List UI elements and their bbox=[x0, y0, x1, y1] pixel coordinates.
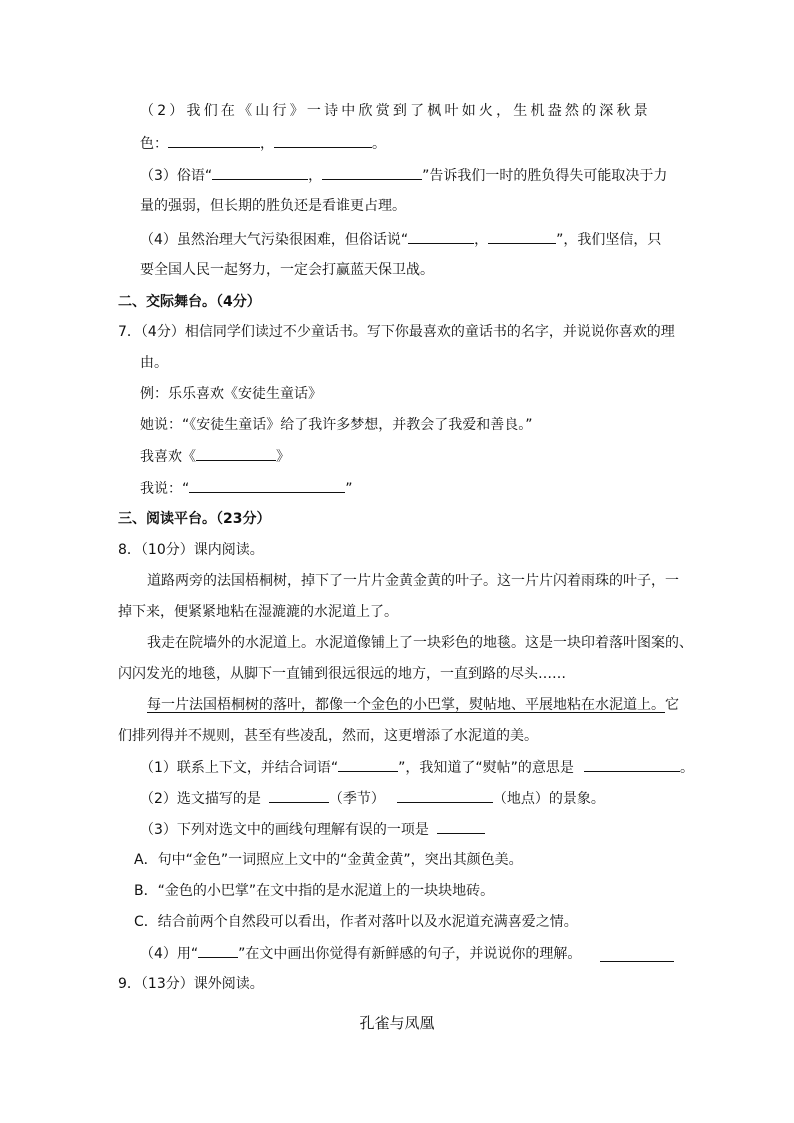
q8-para2-line2: 闪闪发光的地毯，从脚下一直铺到很远很远的地方，一直到路的尽头…… bbox=[118, 666, 566, 682]
answer-blank[interactable] bbox=[189, 478, 345, 493]
answer-blank[interactable] bbox=[600, 947, 674, 962]
underlined-sentence: 每一片法国梧桐树的落叶，都像一个金色的小巴掌，熨帖地、平展地粘在水泥道上。 bbox=[147, 697, 665, 713]
period: 。 bbox=[679, 760, 694, 776]
q6-part4-line2: 要全国人民一起努力，一定会打赢蓝天保卫战。 bbox=[140, 262, 434, 278]
q7-line1: 7．（4分）相信同学们读过不少童话书。写下你最喜欢的童话书的名字，并说说你喜欢的理 bbox=[118, 324, 675, 340]
passage-title: 孔雀与凤凰 bbox=[359, 1014, 435, 1032]
separator: ， bbox=[308, 168, 323, 184]
q8-sub3 bbox=[140, 819, 485, 840]
q6-part3-text: ”告诉我们一时的胜负得失可能取决于力 bbox=[422, 168, 668, 184]
answer-blank[interactable] bbox=[322, 165, 422, 180]
separator: ， bbox=[474, 232, 489, 248]
answer-blank[interactable] bbox=[168, 133, 260, 148]
q8-sub1-text: （1）联系上下文，并结合词语“ bbox=[140, 760, 339, 776]
q8-para2-line1: 我走在院墙外的水泥道上。水泥道像铺上了一块彩色的地毯。这是一块印着落叶图案的、 bbox=[147, 635, 693, 651]
q8-sub1 bbox=[140, 757, 694, 778]
i-like-label: 我喜欢《 bbox=[140, 449, 196, 465]
q8-sub4-text2: ”在文中画出你觉得有新鲜感的句子，并说说你的理解。 bbox=[238, 946, 582, 962]
season-label: （季节） bbox=[328, 791, 385, 807]
q8-sub2 bbox=[140, 788, 605, 809]
q7-line2: 由。 bbox=[140, 355, 168, 371]
answer-blank[interactable] bbox=[584, 757, 680, 772]
q6-part4-label: （4）虽然治理大气污染很困难，但俗话说“ bbox=[140, 232, 409, 248]
place-label: （地点）的景象。 bbox=[492, 791, 605, 807]
q6-part2-line2 bbox=[140, 133, 386, 154]
para3-continuation: 它 bbox=[665, 697, 679, 713]
q8-para3-line2: 们排列得并不规则，甚至有些凌乱，然而，这更增添了水泥道的美。 bbox=[118, 728, 538, 744]
answer-blank[interactable] bbox=[212, 165, 308, 180]
q8-sub4-text: （4）用“ bbox=[140, 946, 199, 962]
q8-sub2-text: （2）选文描写的是 bbox=[140, 791, 261, 807]
answer-blank[interactable] bbox=[338, 757, 398, 772]
q6-part2-line1: （2）我们在《山行》一诗中欣赏到了枫叶如火，生机盎然的深秋景 bbox=[140, 103, 651, 119]
answer-blank[interactable] bbox=[437, 819, 485, 834]
q6-part3-label: （3）俗语“ bbox=[140, 168, 213, 184]
separator: ， bbox=[260, 136, 274, 152]
i-said-label: 我说：“ bbox=[140, 481, 190, 497]
q6-part2-label: 色： bbox=[140, 136, 168, 152]
underline-mark bbox=[198, 943, 238, 958]
q8-option-a[interactable]: A．句中“金色”一词照应上文中的“金黄金黄”，突出其颜色美。 bbox=[134, 852, 523, 868]
q8-para1-line2: 掉下来，便紧紧地粘在湿漉漉的水泥道上了。 bbox=[118, 604, 398, 620]
q7-i-said bbox=[140, 478, 353, 499]
q8-sub4 bbox=[140, 943, 581, 964]
q6-part3-line1 bbox=[140, 165, 667, 186]
q8-sub3-text: （3）下列对选文中的画线句理解有误的一项是 bbox=[140, 822, 429, 838]
q6-part3-line2: 量的强弱，但长期的胜负还是看谁更占理。 bbox=[140, 198, 406, 214]
q8-para3-line1 bbox=[147, 695, 679, 715]
q8-intro: 8．（10分）课内阅读。 bbox=[118, 542, 264, 558]
q6-part4-line1 bbox=[140, 229, 661, 250]
q8-option-b[interactable]: B．“金色的小巴掌”在文中指的是水泥道上的一块块地砖。 bbox=[134, 883, 495, 899]
answer-blank[interactable] bbox=[488, 229, 556, 244]
q6-part4-text: ”，我们坚信，只 bbox=[556, 232, 662, 248]
q7-she-said: 她说：“《安徒生童话》给了我许多梦想，并教会了我爱和善良。” bbox=[140, 417, 533, 433]
section-heading-2: 二、交际舞台。（4分） bbox=[118, 294, 261, 310]
answer-blank[interactable] bbox=[196, 446, 276, 461]
q9-intro: 9．（13分）课外阅读。 bbox=[118, 976, 264, 992]
closing-quote: ” bbox=[345, 481, 353, 497]
q7-i-like bbox=[140, 446, 290, 467]
q8-option-c[interactable]: C．结合前两个自然段可以看出，作者对落叶以及水泥道充满喜爱之情。 bbox=[134, 914, 578, 930]
closing-bracket: 》 bbox=[276, 449, 290, 465]
q8-para1-line1: 道路两旁的法国梧桐树，掉下了一片片金黄金黄的叶子。这一片片闪着雨珠的叶子，一 bbox=[147, 573, 679, 589]
answer-blank[interactable] bbox=[269, 788, 329, 803]
answer-blank[interactable] bbox=[274, 133, 372, 148]
answer-blank[interactable] bbox=[397, 788, 493, 803]
period: 。 bbox=[372, 136, 386, 152]
section-heading-3: 三、阅读平台。（23分） bbox=[118, 511, 271, 527]
answer-blank[interactable] bbox=[408, 229, 474, 244]
q8-sub1-text2: ”，我知道了“熨帖”的意思是 bbox=[398, 760, 574, 776]
q7-example: 例：乐乐喜欢《安徒生童话》 bbox=[140, 386, 322, 402]
